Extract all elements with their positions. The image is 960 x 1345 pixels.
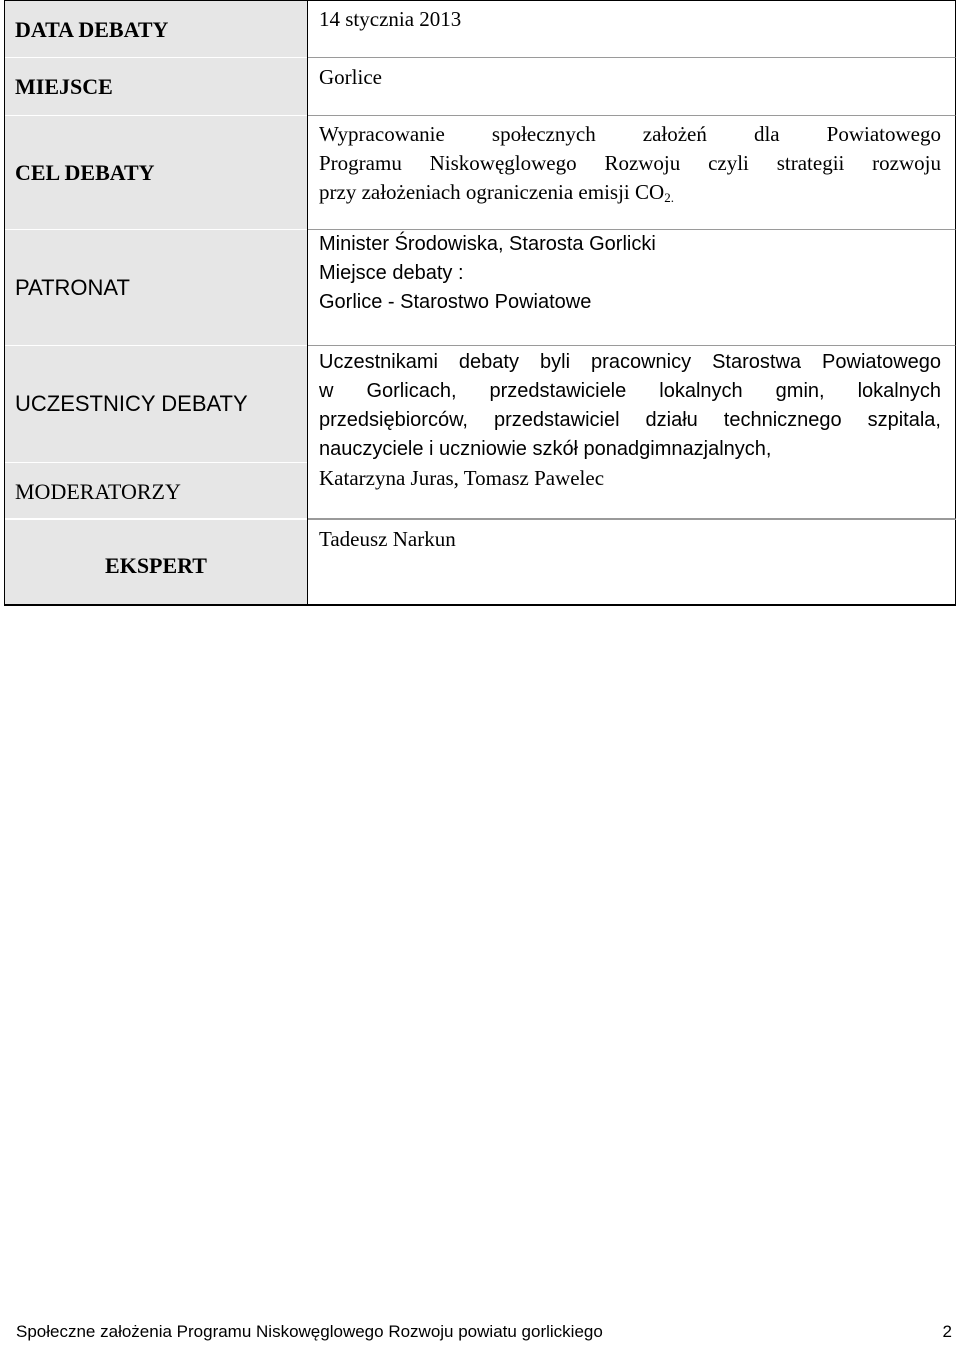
value-uczestnicy-debaty (308, 346, 956, 519)
footer-title: Społeczne założenia Programu Niskowęglowego Rozwoju powiatu gorlickiego (16, 1322, 603, 1341)
value-data-debaty: 14 stycznia 2013 (308, 0, 956, 58)
value-cel-debaty (308, 116, 956, 230)
cel-line-2: Programu Niskowęglowego Rozwoju czyli strategii rozwoju (319, 151, 941, 175)
label-miejsce: MIEJSCE (4, 58, 308, 116)
uczestnicy-line-3: przedsiębiorców, przedstawiciel działu technicznego szpitala, (319, 409, 941, 431)
co2-subscript: 2. (664, 190, 674, 205)
label-moderatorzy-ekspert (4, 519, 308, 604)
cel-line-3-text: przy założeniach ograniczenia emisji CO (319, 180, 665, 204)
patronat-line-1: Minister Środowiska, Starosta Gorlicki (319, 233, 656, 255)
divider (308, 519, 956, 520)
label-moderatorzy: MODERATORZY (5, 462, 307, 520)
uczestnicy-line-2: w Gorlicach, przedstawiciele lokalnych gmin, lokalnych (319, 380, 941, 402)
value-patronat (308, 230, 956, 346)
label-cel-debaty: CEL DEBATY (4, 116, 308, 230)
label-ekspert: EKSPERT (105, 552, 207, 578)
page-number: 2 (942, 1322, 952, 1341)
page-footer (16, 1322, 952, 1342)
divider (5, 519, 307, 520)
patronat-line-3: Gorlice - Starostwo Powiatowe (319, 291, 592, 313)
value-moderatorzy: Katarzyna Juras, Tomasz Pawelec (319, 466, 605, 490)
value-miejsce: Gorlice (308, 58, 956, 116)
cel-line-1: Wypracowanie społecznych założeń dla Powiatowego (319, 122, 941, 146)
patronat-line-2: Miejsce debaty : (319, 262, 464, 284)
label-patronat: PATRONAT (4, 230, 308, 346)
label-uczestnicy-debaty-text: UCZESTNICY DEBATY (15, 390, 248, 416)
cel-line-3 (319, 178, 941, 212)
value-ekspert: Tadeusz Narkun (308, 519, 956, 604)
uczestnicy-line-4: nauczyciele i uczniowie szkół ponadgimnazjalnych, (319, 438, 772, 460)
uczestnicy-line-1: Uczestnikami debaty byli pracownicy Starostwa Powiatowego (319, 351, 941, 373)
label-data-debaty: DATA DEBATY (4, 0, 308, 58)
